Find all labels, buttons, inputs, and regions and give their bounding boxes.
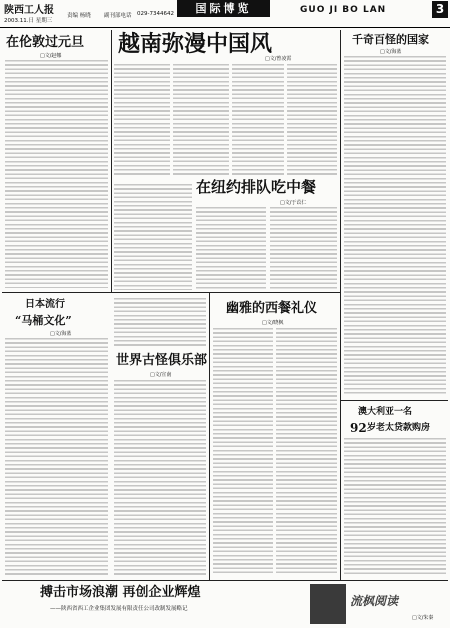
article-body-australia bbox=[344, 438, 446, 576]
article-body-vietnam bbox=[173, 64, 229, 176]
byline-clubs: □文/宣南 bbox=[150, 372, 172, 378]
feature-photo bbox=[310, 584, 346, 624]
section-divider bbox=[2, 292, 111, 293]
feature-subtitle: ——陕西省西工企业集团发展有限责任公司改制发展略记 bbox=[50, 606, 188, 612]
section-pinyin: GUO JI BO LAN bbox=[300, 5, 387, 15]
article-body-newyork bbox=[114, 184, 192, 290]
article-body-london bbox=[5, 60, 108, 288]
masthead: 陕西工人报 bbox=[4, 5, 54, 16]
article-title-japan-2: “马桶文化” bbox=[15, 314, 72, 327]
article-body-clubs bbox=[114, 380, 206, 576]
article-body-vietnam bbox=[114, 64, 170, 176]
byline-newyork: □文/于苡仁 bbox=[280, 200, 307, 206]
article-title-australia-num: 92 bbox=[350, 421, 367, 435]
section-divider bbox=[111, 292, 340, 293]
phone-label: 副刊部电话 bbox=[104, 13, 132, 19]
article-title-australia-2: 岁老太贷款购房 bbox=[367, 423, 431, 433]
section-divider bbox=[341, 400, 448, 401]
page-header bbox=[0, 0, 450, 28]
corner-logo: 流枫阅读 bbox=[350, 594, 399, 608]
feature-title: 搏击市场浪潮 再创企业辉煌 bbox=[40, 585, 201, 600]
article-body-vietnam bbox=[287, 64, 337, 176]
article-body-western bbox=[276, 328, 337, 576]
corner-author: □文/朱秦 bbox=[412, 615, 434, 621]
article-body-newyork bbox=[196, 207, 266, 290]
column-rule bbox=[209, 293, 210, 580]
article-title-newyork: 在纽约排队吃中餐 bbox=[196, 178, 317, 196]
byline-vietnam: □文/曾凌霄 bbox=[265, 56, 292, 62]
article-title-countries: 千奇百怪的国家 bbox=[352, 33, 429, 46]
column-rule bbox=[111, 30, 112, 292]
editor-credit: 责编 杨晓 bbox=[67, 13, 91, 19]
byline-western: □文/晓枫 bbox=[262, 320, 284, 326]
section-title: 国际博览 bbox=[177, 0, 270, 17]
article-body-clubs bbox=[114, 298, 206, 348]
article-title-vietnam: 越南弥漫中国风 bbox=[118, 31, 273, 57]
article-title-japan-1: 日本流行 bbox=[25, 299, 65, 310]
phone-number: 029-7344642 bbox=[137, 11, 174, 17]
byline-japan: □文/海蓝 bbox=[50, 331, 72, 337]
article-title-london: 在伦敦过元旦 bbox=[6, 35, 85, 50]
byline-countries: □文/海蓝 bbox=[380, 49, 402, 55]
section-divider bbox=[2, 580, 448, 581]
article-body-vietnam bbox=[232, 64, 284, 176]
article-title-western: 幽雅的西餐礼仪 bbox=[226, 301, 318, 316]
page-number: 3 bbox=[432, 1, 448, 18]
byline-london: □文/赵娜 bbox=[40, 53, 62, 59]
article-body-western bbox=[213, 328, 273, 576]
article-title-australia-1: 澳大利亚一名 bbox=[358, 407, 413, 417]
article-body-countries bbox=[344, 56, 446, 396]
issue-date: 2003.11.日 星期三 bbox=[4, 18, 53, 24]
article-body-japan bbox=[5, 338, 108, 576]
article-body-newyork bbox=[270, 207, 337, 290]
column-rule bbox=[340, 30, 341, 580]
article-title-clubs: 世界古怪俱乐部 bbox=[116, 353, 208, 368]
